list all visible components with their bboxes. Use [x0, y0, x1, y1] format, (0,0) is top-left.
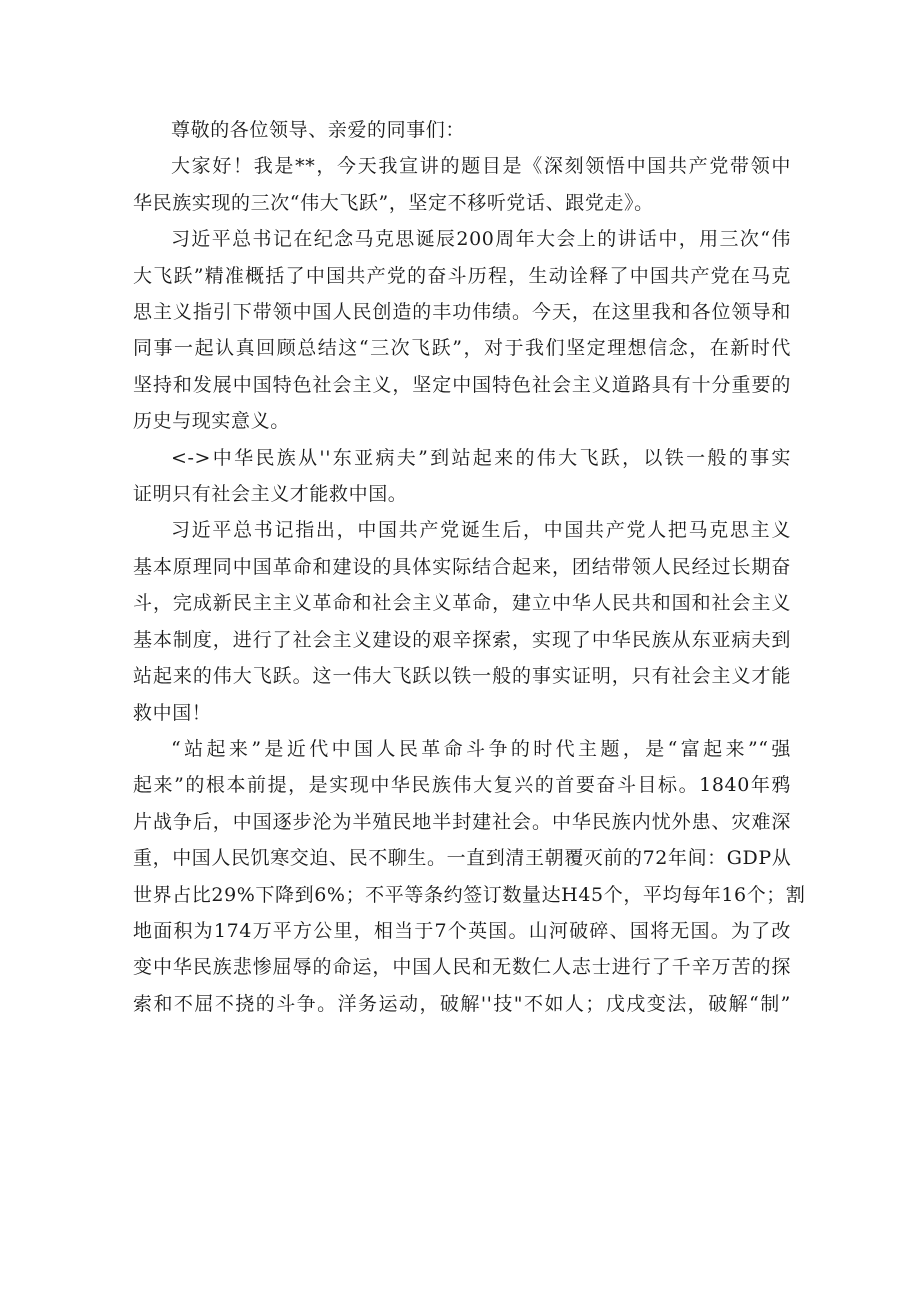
- document-body: [133, 112, 806, 1022]
- text-line: “站起来”是近代中国人民革命斗争的时代主题，是“富起来”“强: [171, 737, 791, 760]
- text-line: 斗，完成新民主主义革命和社会主义革命，建立中华人民共和国和社会主义: [133, 592, 791, 615]
- text-line: 片战争后，中国逐步沦为半殖民地半封建社会。中华民族内忧外患、灾难深: [133, 810, 791, 833]
- text-line: 习近平总书记在纪念马克思诞辰200周年大会上的讲话中，用三次“伟: [171, 228, 791, 251]
- text-line: 证明只有社会主义才能救中国。: [133, 483, 408, 506]
- text-line: 大飞跃”精准概括了中国共产党的奋斗历程，生动诠释了中国共产党在马克: [133, 264, 791, 287]
- body-paragraph: [133, 221, 791, 439]
- text-line: 站起来的伟大飞跃。这一伟大飞跃以铁一般的事实证明，只有社会主义才能: [133, 665, 791, 688]
- greeting-paragraph: [133, 112, 791, 148]
- text-line: <->中华民族从''东亚病夫”到站起来的伟大飞跃，以铁一般的事实: [171, 446, 791, 469]
- text-line: 索和不屈不挠的斗争。洋务运动，破解''技"不如人；戊戌变法，破解“制”: [133, 992, 791, 1015]
- intro-paragraph: [133, 148, 791, 221]
- text-line: 尊敬的各位领导、亲爱的同事们：: [171, 119, 466, 141]
- text-line: 历史与现实意义。: [133, 410, 290, 433]
- body-paragraph: [133, 731, 806, 1022]
- text-line: 同事一起认真回顾总结这“三次飞跃”，对于我们坚定理想信念，在新时代: [133, 337, 791, 360]
- body-paragraph: [133, 512, 791, 730]
- text-line: 基本制度，进行了社会主义建设的艰辛探索，实现了中华民族从东亚病夫到: [133, 628, 791, 651]
- text-line: 基本原理同中国革命和建设的具体实际结合起来，团结带领人民经过长期奋: [133, 555, 791, 578]
- text-line: 救中国！: [133, 701, 212, 724]
- section-heading: [133, 440, 791, 513]
- text-line: 世界占比29%下降到6%；不平等条约签订数量达H45个，平均每年16个；割: [133, 883, 806, 906]
- text-line: 重，中国人民饥寒交迫、民不聊生。一直到清王朝覆灭前的72年间：GDP从: [133, 847, 792, 870]
- text-line: 变中华民族悲惨屈辱的命运，中国人民和无数仁人志士进行了千辛万苦的探: [133, 956, 791, 979]
- text-line: 坚持和发展中国特色社会主义，坚定中国特色社会主义道路具有十分重要的: [133, 373, 791, 396]
- text-line: 地面积为174万平方公里，相当于7个英国。山河破碎、国将无国。为了改: [133, 919, 791, 942]
- text-line: 大家好！我是**，今天我宣讲的题目是《深刻领悟中国共产党带领中: [171, 155, 791, 178]
- text-line: 思主义指引下带领中国人民创造的丰功伟绩。今天，在这里我和各位领导和: [133, 301, 791, 324]
- text-line: 华民族实现的三次“伟大飞跃”，坚定不移听党话、跟党走》。: [133, 191, 654, 214]
- text-line: 习近平总书记指出，中国共产党诞生后，中国共产党人把马克思主义: [171, 519, 791, 542]
- text-line: 起来”的根本前提，是实现中华民族伟大复兴的首要奋斗目标。1840年鸦: [133, 774, 791, 797]
